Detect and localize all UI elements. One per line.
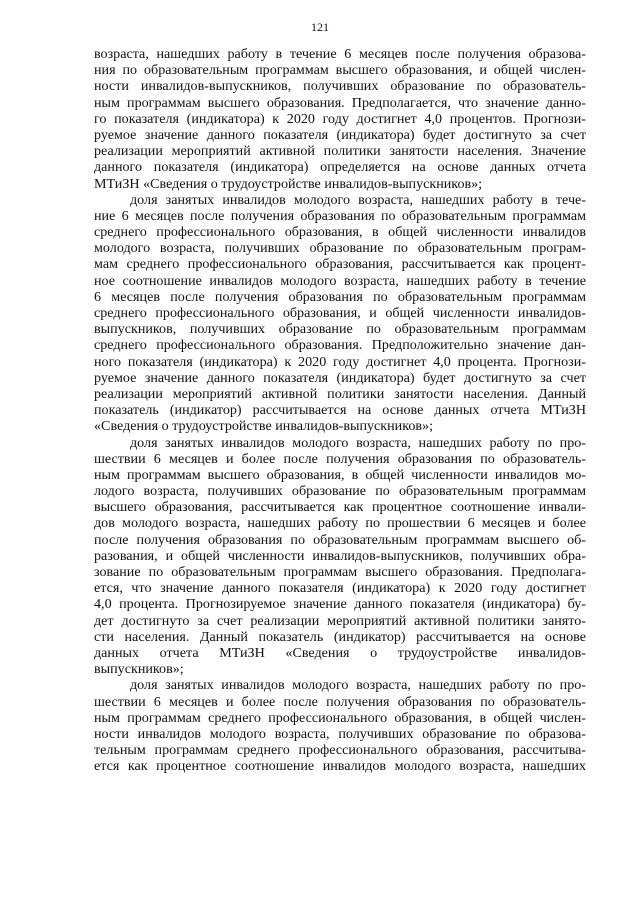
- text-line: после получения образования по образовательным программам высшего об-: [94, 531, 586, 548]
- text-line: мам среднего профессионального образования, рассчитывается как процент-: [94, 256, 586, 273]
- text-line: данного показателя (индикатора) определяется на основе данных отчета: [94, 159, 586, 176]
- text-line: ным программам высшего образования, в общей численности инвалидов мо-: [94, 466, 586, 483]
- text-line: 4,0 процента. Прогнозируемое значение данного показателя (индикатора) бу-: [94, 596, 586, 613]
- document-body: [94, 46, 586, 774]
- text-line: ности инвалидов молодого возраста, получивших образование по образова-: [94, 725, 586, 742]
- paragraph: [94, 46, 586, 192]
- text-line: тельным программам среднего профессионального образования, рассчитыва-: [94, 742, 586, 759]
- text-line: лодого возраста, получивших образование по образовательным программам: [94, 483, 586, 500]
- paragraph: [94, 435, 586, 678]
- text-line: «Сведения о трудоустройстве инвалидов-выпускников»;: [94, 418, 434, 435]
- text-line: ного показателя (индикатора) к 2020 году достигнет 4,0 процента. Прогнози-: [94, 353, 586, 370]
- text-line: возраста, нашедших работу в течение 6 месяцев после получения образова-: [94, 46, 586, 62]
- text-line: МТиЗН «Сведения о трудоустройстве инвалидов-выпускников»;: [94, 175, 483, 192]
- text-line: руемое значение данного показателя (индикатора) будет достигнуто за счет: [94, 126, 586, 143]
- text-line: ное соотношение инвалидов молодого возраста, нашедших работу в течение: [94, 272, 586, 289]
- text-line: молодого возраста, получивших образование по образовательным програм-: [94, 240, 586, 257]
- text-line: среднего профессионального образования. Предположительно значение дан-: [94, 337, 586, 354]
- text-line: доля занятых инвалидов молодого возраста, нашедших работу по про-: [130, 677, 586, 694]
- text-line: ние 6 месяцев после получения образования по образовательным программам: [94, 207, 586, 224]
- text-line: руемое значение данного показателя (индикатора) будет достигнуто за счет: [94, 369, 586, 386]
- text-line: доля занятых инвалидов молодого возраста, нашедших работу в тече-: [130, 191, 586, 208]
- text-line: ным программам среднего профессионального образования, в общей числен-: [94, 709, 586, 726]
- text-line: показатель (индикатор) рассчитывается на основе данных отчета МТиЗН: [94, 402, 586, 419]
- text-line: шествии 6 месяцев и более после получения образования по образователь-: [94, 450, 586, 467]
- text-line: выпускников»;: [94, 661, 184, 678]
- text-line: дов молодого возраста, нашедших работу по прошествии 6 месяцев и более: [94, 515, 586, 532]
- text-line: шествии 6 месяцев и более после получения образования по образователь-: [94, 693, 586, 710]
- text-line: ния по образовательным программам высшего образования, и общей числен-: [94, 62, 586, 79]
- text-line: высшего образования, рассчитывается как процентное соотношение инвали-: [94, 499, 586, 516]
- text-line: дет достигнуто за счет реализации мероприятий активной политики занято-: [94, 612, 586, 629]
- text-line: реализации мероприятий активной политики занятости населения. Данный: [94, 385, 586, 402]
- text-line: доля занятых инвалидов молодого возраста, нашедших работу по про-: [130, 434, 586, 451]
- text-line: 6 месяцев после получения образования по образовательным программам: [94, 288, 586, 305]
- text-line: данных отчета МТиЗН «Сведения о трудоустройстве инвалидов-: [94, 644, 586, 661]
- text-line: реализации мероприятий активной политики занятости населения. Значение: [94, 143, 586, 160]
- text-line: ности инвалидов-выпускников, получивших образование по образователь-: [94, 78, 586, 95]
- page-number: 121: [311, 20, 329, 34]
- text-line: выпускников, получивших образование по образовательным программам: [94, 321, 586, 338]
- text-line: среднего профессионального образования, и общей численности инвалидов-: [94, 305, 586, 321]
- text-line: ным программам высшего образования. Предполагается, что значение данно-: [94, 94, 586, 111]
- text-line: сти населения. Данный показатель (индикатор) рассчитывается на основе: [94, 628, 586, 645]
- text-line: среднего профессионального образования, в общей численности инвалидов: [94, 224, 586, 241]
- paragraph: [94, 192, 586, 435]
- text-line: зование по образовательным программам высшего образования. Предполага-: [94, 564, 586, 580]
- text-line: ется, что значение данного показателя (индикатора) к 2020 году достигнет: [94, 580, 586, 597]
- text-line: го показателя (индикатора) к 2020 году достигнет 4,0 процентов. Прогнози-: [94, 110, 586, 127]
- text-line: разования, и общей численности инвалидов-выпускников, получивших обра-: [94, 547, 586, 564]
- paragraph: [94, 677, 586, 774]
- text-line: ется как процентное соотношение инвалидов молодого возраста, нашедших: [94, 758, 586, 775]
